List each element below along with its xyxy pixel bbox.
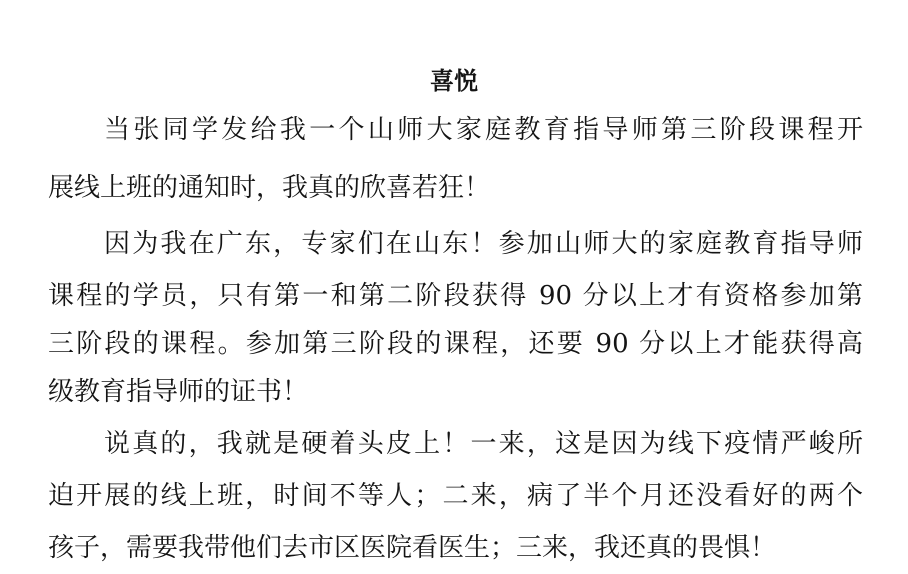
paragraph-2-line-4: 级教育指导师的证书！ [48,377,309,407]
paragraph-2-line-3: 三阶段的课程。参加第三阶段的课程，还要 90 分以上才能获得高 [48,329,863,359]
document-title: 喜悦 [430,67,478,95]
paragraph-2-line-1: 因为我在广东，专家们在山东！参加山师大的家庭教育指导师 [104,229,863,259]
paragraph-2-line-2: 课程的学员，只有第一和第二阶段获得 90 分以上才有资格参加第 [48,281,863,311]
paragraph-3-line-1: 说真的，我就是硬着头皮上！一来，这是因为线下疫情严峻所 [104,429,863,459]
paragraph-1-line-2: 展线上班的通知时，我真的欣喜若狂！ [48,173,491,203]
paragraph-1-line-1: 当张同学发给我一个山师大家庭教育指导师第三阶段课程开 [104,115,863,145]
paragraph-3-line-2: 迫开展的线上班，时间不等人；二来，病了半个月还没看好的两个 [48,481,863,511]
paragraph-3-line-3: 孩子，需要我带他们去市区医院看医生；三来，我还真的畏惧！ [48,533,777,563]
